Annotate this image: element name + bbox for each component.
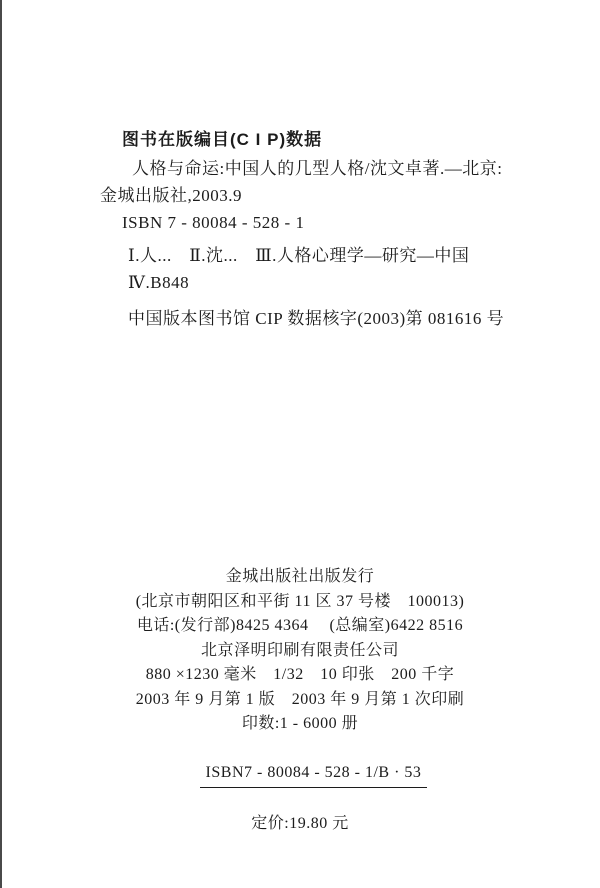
colophon-price-line: 定价:19.80 元 <box>251 815 349 832</box>
colophon-print-run-line: 印数:1 - 6000 册 <box>241 715 359 732</box>
colophon-isbn-line: ISBN7 - 80084 - 528 - 1/B · 53 <box>200 761 428 788</box>
cip-publisher-line: 金城出版社,2003.9 <box>100 186 242 205</box>
colophon-isbn-line-wrap <box>0 737 600 813</box>
colophon-block <box>0 565 600 837</box>
cip-isbn-line: ISBN 7 - 80084 - 528 - 1 <box>122 213 305 232</box>
cip-record-number-line: 中国版本图书馆 CIP 数据核字(2003)第 081616 号 <box>128 309 505 328</box>
cip-class-number-line: Ⅳ.B848 <box>128 273 190 292</box>
cip-classification-line: Ⅰ.人... Ⅱ.沈... Ⅲ.人格心理学—研究—中国 <box>128 246 470 265</box>
colophon-edition-line: 2003 年 9 月第 1 版 2003 年 9 月第 1 次印刷 <box>135 690 465 708</box>
cip-header: 图书在版编目(C I P)数据 <box>122 130 323 149</box>
cip-data-block <box>100 126 540 332</box>
cip-title-line: 人格与命运:中国人的几型人格/沈文卓著.—北京: <box>132 159 503 178</box>
colophon-printer-line: 北京泽明印刷有限责任公司 <box>200 641 399 659</box>
colophon-format-line: 880 ×1230 毫米 1/32 10 印张 200 千字 <box>145 666 455 683</box>
colophon-phone-line: 电话:(发行部)8425 4364 (总编室)6422 8516 <box>136 617 464 634</box>
colophon-address-line: (北京市朝阳区和平街 11 区 37 号楼 100013) <box>135 592 465 610</box>
colophon-publisher-line: 金城出版社出版发行 <box>225 568 375 585</box>
